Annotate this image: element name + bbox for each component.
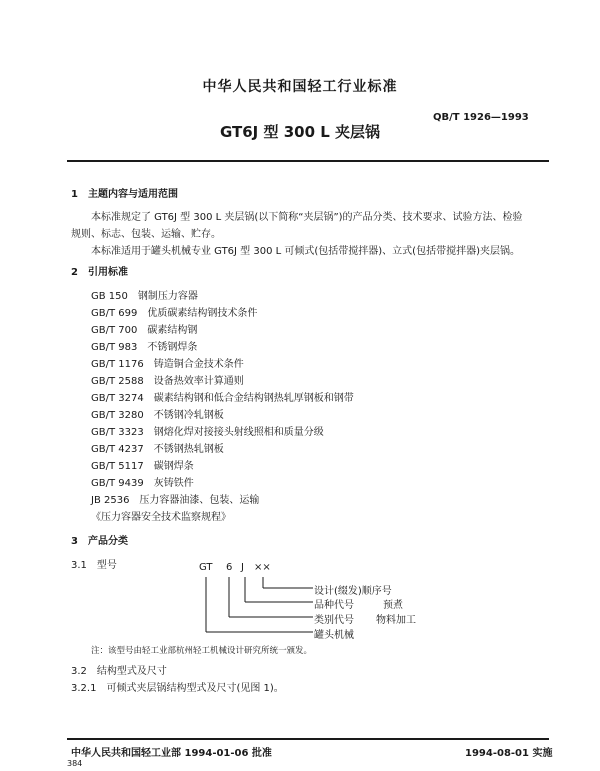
reference-item: GB/T 983 不锈钢焊条 [91,342,198,353]
reference-item: GB/T 3323 钢熔化焊对接接头射线照相和质量分级 [91,427,324,438]
reference-item: GB/T 700 碳素结构钢 [91,325,198,336]
reference-item: JB 2536 压力容器油漆、包装、运输 [91,495,260,506]
model-part-6: 6 [226,562,233,573]
label-main-code: 罐头机械 [314,630,354,641]
section-3-heading: 3 产品分类 [71,536,128,547]
page-number: 384 [67,759,83,768]
label-category-value: 物料加工 [376,615,416,626]
model-part-xx: ×× [254,562,271,573]
reference-item: GB/T 2588 设备热效率计算通则 [91,376,244,387]
reference-item: GB 150 钢制压力容器 [91,291,198,302]
section-1-para-1-line-2: 规则、标志、包装、运输、贮存。 [71,229,221,240]
reference-item: GB/T 3280 不锈钢冷轧钢板 [91,410,224,421]
reference-item: 《压力容器安全技术监察规程》 [91,512,231,523]
model-part-j: J [241,562,244,573]
model-part-gt: GT [199,562,213,573]
reference-item: GB/T 699 优质碳素结构钢技术条件 [91,308,258,319]
model-note: 注：该型号由轻工业部杭州轻工机械设计研究所统一颁发。 [91,646,313,656]
label-variety-code: 品种代号 [314,600,354,611]
section-1-heading: 1 主题内容与适用范围 [71,189,178,200]
footer-rule [67,738,549,740]
effective-date: 1994-08-01 实施 [465,748,553,759]
label-variety-value: 预煮 [383,600,403,611]
section-3-1-heading: 3.1 型号 [71,560,117,571]
section-3-2-heading: 3.2 结构型式及尺寸 [71,666,167,677]
reference-item: GB/T 5117 碳钢焊条 [91,461,194,472]
section-1-para-1-line-1: 本标准规定了 GT6J 型 300 L 夹层锅(以下简称“夹层锅”)的产品分类、技术要求、试验方法、检验 [91,212,523,223]
header-rule [67,160,549,162]
reference-item: GB/T 4237 不锈钢热轧钢板 [91,444,224,455]
section-1-para-2: 本标准适用于罐头机械专业 GT6J 型 300 L 可倾式(包括带搅拌器)、立式(包括带搅拌器)夹层锅。 [91,246,520,257]
reference-item: GB/T 3274 碳素结构钢和低合金结构钢热轧厚钢板和钢带 [91,393,354,404]
reference-item: GB/T 1176 铸造铜合金技术条件 [91,359,244,370]
ministry-standard-title: 中华人民共和国轻工行业标准 [202,79,398,95]
document-title: GT6J 型 300 L 夹层锅 [219,123,381,141]
standard-code: QB/T 1926—1993 [433,112,529,123]
label-sequence-code: 设计(缀发)顺序号 [314,586,392,597]
approval-info: 中华人民共和国轻工业部 1994-01-06 批准 [71,748,272,759]
section-2-heading: 2 引用标准 [71,267,128,278]
section-3-2-1-text: 3.2.1 可倾式夹层锅结构型式及尺寸(见图 1)。 [71,683,284,694]
reference-item: GB/T 9439 灰铸铁件 [91,478,194,489]
label-category-code: 类别代号 [314,615,354,626]
